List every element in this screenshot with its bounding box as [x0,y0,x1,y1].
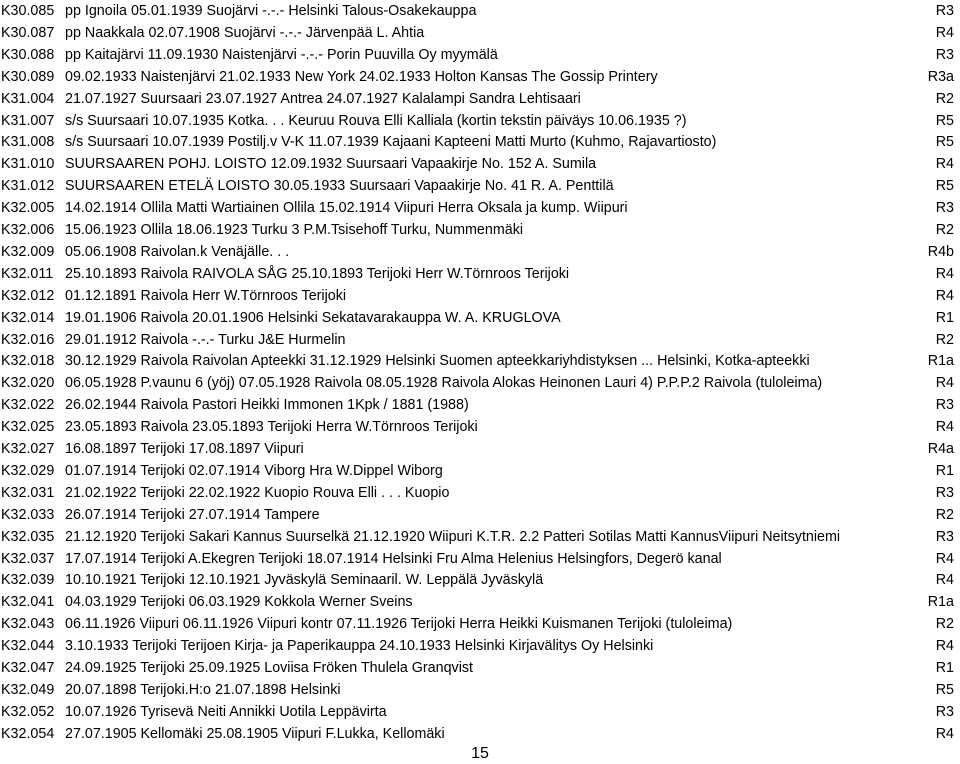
item-grade: R4 [935,156,954,173]
item-description: 01.07.1914 Terijoki 02.07.1914 Viborg Hra W.Dippel Wiborg [65,462,443,479]
item-grade: R5 [935,112,954,129]
item-code: K32.011 [1,265,54,282]
item-grade: R4a [927,441,954,457]
list-item [0,22,960,44]
item-grade: R4 [935,287,954,304]
item-description: 26.02.1944 Raivola Pastori Heikki Immonen 1Kpk / 1881 (1988) [65,397,469,414]
item-description: 21.02.1922 Terijoki 22.02.1922 Kuopio Rouva Elli . . . Kuopio [65,484,450,501]
item-code: K32.006 [1,222,55,238]
item-code: K32.009 [1,243,55,260]
item-code: K32.022 [1,397,55,414]
list-item [0,569,960,591]
item-code: K32.044 [1,638,55,655]
list-item [0,88,960,110]
list-item [0,197,960,219]
item-code: K32.025 [1,419,55,436]
item-code: K30.088 [1,46,55,63]
item-grade: R4 [935,375,954,392]
item-code: K32.014 [1,309,55,326]
item-grade: R3 [935,397,954,414]
list-item [0,175,960,197]
item-code: K32.054 [1,725,55,742]
item-code: K30.089 [1,68,55,85]
item-description: 25.10.1893 Raivola RAIVOLA SÅG 25.10.1893 Terijoki Herr W.Törnroos Terijoki [65,265,570,282]
item-description: 17.07.1914 Terijoki A.Ekegren Terijoki 18.07.1914 Helsinki Fru Alma Helenius Helsingfors, Degerö kanal [65,550,722,567]
list-item [0,350,960,372]
item-grade: R4 [935,638,954,655]
list-item [0,679,960,701]
item-code: K32.043 [1,616,55,633]
item-grade: R4 [935,419,954,436]
item-description: 06.05.1928 P.vaunu 6 (yöj) 07.05.1928 Raivola 08.05.1928 Raivola Alokas Heinonen Lauri 4) P.P.P.2 Raivola (tuloleima) [65,375,823,392]
item-code: K32.016 [1,331,55,348]
list-item [0,591,960,613]
item-grade: R5 [935,681,954,698]
item-description: 01.12.1891 Raivola Herr W.Törnroos Terijoki [65,287,347,304]
item-code: K32.027 [1,441,55,457]
item-code: K32.047 [1,660,55,676]
item-grade: R5 [935,134,954,151]
item-code: K31.004 [1,90,55,107]
list-item [0,613,960,635]
item-code: K31.010 [1,156,55,173]
list-item [0,526,960,548]
list-item [0,307,960,329]
item-description: 27.07.1905 Kellomäki 25.08.1905 Viipuri F.Lukka, Kellomäki [65,725,445,742]
list-item [0,723,960,745]
item-grade: R4 [935,725,954,742]
list-item [0,504,960,526]
item-code: K32.037 [1,550,55,567]
item-grade: R2 [935,331,954,348]
item-description: pp Naakkala 02.07.1908 Suojärvi -.-.- Järvenpää L. Ahtia [65,24,425,41]
list-item [0,131,960,153]
item-grade: R3a [927,68,954,85]
item-code: K30.085 [1,3,55,19]
item-code: K32.039 [1,572,55,589]
item-grade: R2 [935,222,954,238]
item-code: K30.087 [1,24,55,41]
item-grade: R1 [935,309,954,326]
item-grade: R2 [935,90,954,107]
item-grade: R1 [935,462,954,479]
item-code: K31.008 [1,134,55,151]
item-code: K32.005 [1,200,55,217]
list-item [0,438,960,460]
list-item [0,66,960,88]
item-description: s/s Suursaari 10.07.1935 Kotka. . . Keuruu Rouva Elli Kalliala (kortin tekstin päiväys 10.06.1935 ?) [65,112,687,129]
item-grade: R1a [927,594,954,611]
item-code: K32.033 [1,506,55,523]
item-grade: R3 [935,528,954,545]
item-grade: R3 [935,484,954,501]
list-item [0,482,960,504]
item-grade: R3 [935,3,954,19]
item-code: K32.041 [1,594,55,611]
item-description: 10.07.1926 Tyrisevä Neiti Annikki Uotila Leppävirta [65,703,387,720]
item-grade: R3 [935,46,954,63]
item-code: K32.031 [1,484,55,501]
item-description: 30.12.1929 Raivola Raivolan Apteekki 31.12.1929 Helsinki Suomen apteekkariyhdistyksen ... Helsinki, Kotka-apteekki [65,353,810,370]
list-item [0,241,960,263]
item-grade: R4 [935,572,954,589]
list-item [0,285,960,307]
item-code: K32.049 [1,681,55,698]
list-item [0,635,960,657]
item-grade: R4 [935,265,954,282]
item-description: 09.02.1933 Naistenjärvi 21.02.1933 New York 24.02.1933 Holton Kansas The Gossip Printery [65,68,658,85]
list-item [0,0,960,22]
item-grade: R5 [935,178,954,195]
item-code: K32.035 [1,528,55,545]
list-item [0,329,960,351]
item-code: K31.007 [1,112,55,129]
item-description: 29.01.1912 Raivola -.-.- Turku J&E Hurmelin [65,331,346,348]
item-grade: R1a [927,353,954,370]
item-description: 23.05.1893 Raivola 23.05.1893 Terijoki Herra W.Törnroos Terijoki [65,419,478,436]
list-item [0,372,960,394]
item-description: s/s Suursaari 10.07.1939 Postilj.v V-K 11.07.1939 Kajaani Kapteeni Matti Murto (Kuhmo, Rajavartiosto) [65,134,717,151]
item-description: 24.09.1925 Terijoki 25.09.1925 Loviisa Fröken Thulela Granqvist [65,660,473,676]
page-number: 15 [471,745,489,762]
item-description: SUURSAAREN ETELÄ LOISTO 30.05.1933 Suursaari Vapaakirje No. 41 R. A. Penttilä [65,178,614,195]
item-description: 10.10.1921 Terijoki 12.10.1921 Jyväskylä Seminaaril. W. Leppälä Jyväskylä [65,572,544,589]
list-item [0,44,960,66]
list-item [0,548,960,570]
item-grade: R4b [927,243,954,260]
item-grade: R4 [935,550,954,567]
item-description: 16.08.1897 Terijoki 17.08.1897 Viipuri [65,441,304,457]
list-item [0,153,960,175]
item-grade: R2 [935,506,954,523]
list-item [0,416,960,438]
item-code: K32.012 [1,287,55,304]
list-item [0,701,960,723]
item-description: 26.07.1914 Terijoki 27.07.1914 Tampere [65,506,320,523]
item-description: SUURSAAREN POHJ. LOISTO 12.09.1932 Suursaari Vapaakirje No. 152 A. Sumila [65,156,597,173]
item-description: 04.03.1929 Terijoki 06.03.1929 Kokkola Werner Sveins [65,594,413,611]
item-code: K32.029 [1,462,55,479]
list-item [0,394,960,416]
item-grade: R4 [935,24,954,41]
list-item [0,657,960,679]
list-item [0,219,960,241]
item-description: 3.10.1933 Terijoki Terijoen Kirja- ja Paperikauppa 24.10.1933 Helsinki Kirjavälitys Oy Helsinki [65,638,654,655]
list-item [0,110,960,132]
list-item [0,460,960,482]
item-code: K32.020 [1,375,55,392]
item-grade: R3 [935,703,954,720]
item-description: 14.02.1914 Ollila Matti Wartiainen Ollila 15.02.1914 Viipuri Herra Oksala ja kump. Wiipuri [65,200,628,217]
item-description: pp Kaitajärvi 11.09.1930 Naistenjärvi -.-.- Porin Puuvilla Oy myymälä [65,46,498,63]
item-grade: R3 [935,200,954,217]
item-description: 20.07.1898 Terijoki.H:o 21.07.1898 Helsinki [65,681,341,698]
item-grade: R1 [935,660,954,676]
item-code: K31.012 [1,178,55,195]
item-description: pp Ignoila 05.01.1939 Suojärvi -.-.- Helsinki Talous-Osakekauppa [65,3,477,19]
item-description: 21.07.1927 Suursaari 23.07.1927 Antrea 24.07.1927 Kalalampi Sandra Lehtisaari [65,90,581,107]
item-description: 21.12.1920 Terijoki Sakari Kannus Suurselkä 21.12.1920 Wiipuri K.T.R. 2.2 Patteri Sotilas Matti KannusViipuri Neitsytniemi [65,528,841,545]
item-code: K32.052 [1,703,55,720]
list-item [0,263,960,285]
item-description: 15.06.1923 Ollila 18.06.1923 Turku 3 P.M.Tsisehoff Turku, Nummenmäki [65,222,524,238]
item-description: 19.01.1906 Raivola 20.01.1906 Helsinki Sekatavarakauppa W. A. KRUGLOVA [65,309,561,326]
item-description: 06.11.1926 Viipuri 06.11.1926 Viipuri kontr 07.11.1926 Terijoki Herra Heikki Kuismanen Terijoki (tuloleima) [65,616,733,633]
item-grade: R2 [935,616,954,633]
item-description: 05.06.1908 Raivolan.k Venäjälle. . . [65,243,290,260]
item-code: K32.018 [1,353,55,370]
